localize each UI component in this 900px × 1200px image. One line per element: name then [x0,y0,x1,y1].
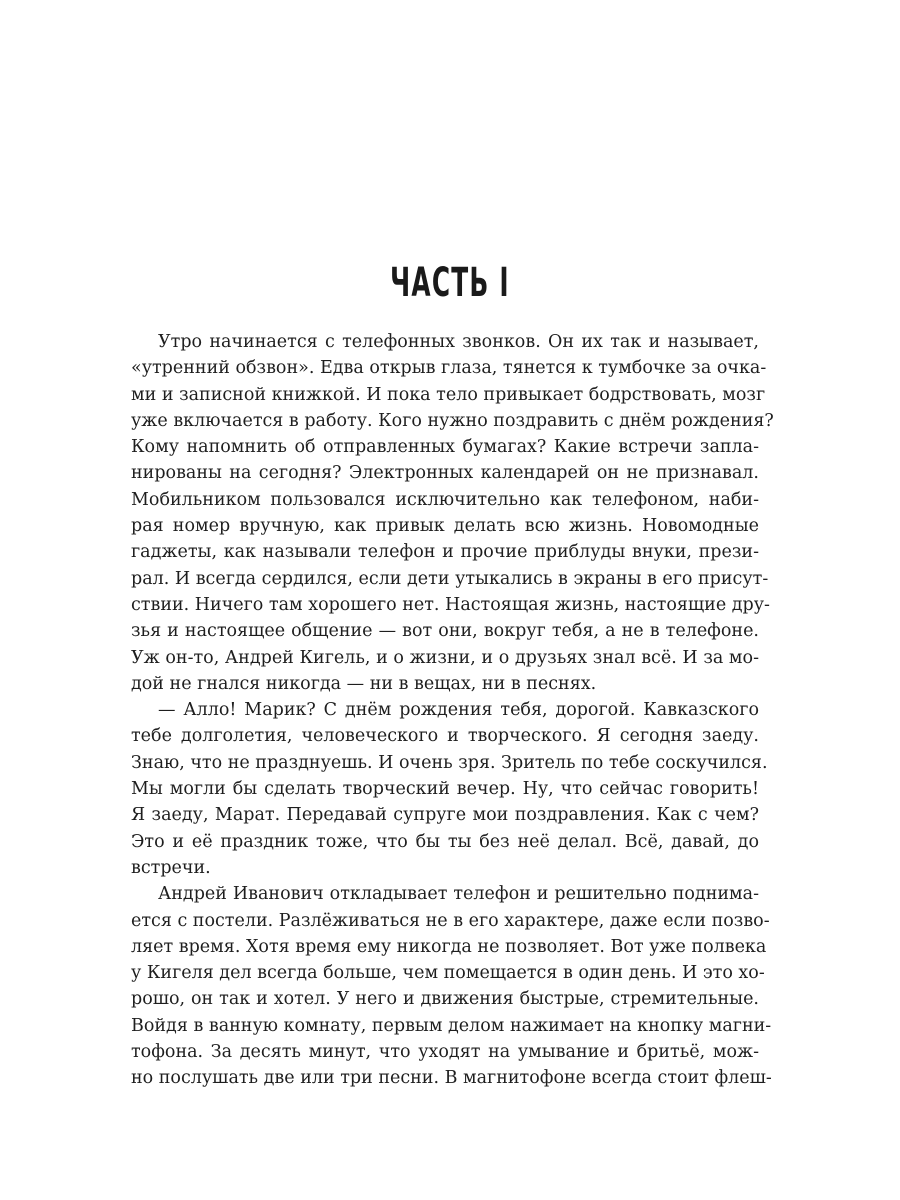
text-line: рошо, он так и хотел. У него и движения быстрые, стремительные. [131,989,759,1010]
text-line: Кому напомнить об отправленных бумагах? Какие встречи запла- [131,437,759,458]
text-line: «утренний обзвон». Едва открыв глаза, тянется к тумбочке за очка- [131,358,767,379]
text-line: Мобильником пользовался исключительно как телефоном, наби- [131,489,759,510]
text-line: уже включается в работу. Кого нужно поздравить с днём рождения? [131,410,774,431]
text-line: Это и её праздник тоже, что бы ты без неё делал. Всё, давай, до [131,831,759,852]
body-text [131,329,774,1092]
text-line: встречи. [131,857,211,878]
text-line: дой не гнался никогда — ни в вещах, ни в песнях. [131,673,597,694]
text-line: тофона. За десять минут, что уходят на умывание и бритьё, мож- [131,1042,759,1063]
text-line: рая номер вручную, как привык делать всю жизнь. Новомодные [131,516,759,537]
text-line: — Алло! Марик? С днём рождения тебя, дорогой. Кавказского [158,700,759,721]
text-line: Андрей Иванович откладывает телефон и решительно поднима- [158,884,759,905]
text-line: Мы могли бы сделать творческий вечер. Ну, что сейчас говорить! [131,779,759,800]
text-line: Войдя в ванную комнату, первым делом нажимает на кнопку магни- [131,1015,772,1036]
text-line: нированы на сегодня? Электронных календарей он не признавал. [131,463,759,484]
text-line: Утро начинается с телефонных звонков. Он их так и называет, [158,332,759,352]
text-line: рал. И всегда сердился, если дети утыкались в экраны в его присут- [131,568,769,589]
text-line: Уж он-то, Андрей Кигель, и о жизни, и о друзьях знал всё. И за мо- [131,647,759,668]
text-line: тебе долголетия, человеческого и творческого. Я сегодня заеду. [131,726,759,747]
text-line: Я заеду, Марат. Передавай супруге мои поздравления. Как с чем? [131,805,759,826]
text-line: но послушать две или три песни. В магнитофоне всегда стоит флеш- [131,1068,772,1089]
text-line: ется с постели. Разлёживаться не в его характере, даже если позво- [131,910,770,931]
chapter-title: ЧАСТЬ I [390,260,510,306]
text-line: у Кигеля дел всегда больше, чем помещается в один день. И это хо- [131,963,765,984]
text-line: ми и записной книжкой. И пока тело привыкает бодрствовать, мозг [131,384,766,405]
text-line: Знаю, что не празднуешь. И очень зря. Зритель по тебе соскучился. [131,752,768,773]
text-line: ствии. Ничего там хорошего нет. Настоящая жизнь, настоящие дру- [131,594,770,615]
text-line: зья и настоящее общение — вот они, вокруг тебя, а не в телефоне. [131,621,759,642]
text-line: гаджеты, как называли телефон и прочие приблуды внуки, прези- [131,542,759,563]
text-line: ляет время. Хотя время ему никогда не позволяет. Вот уже полвека [131,936,767,957]
